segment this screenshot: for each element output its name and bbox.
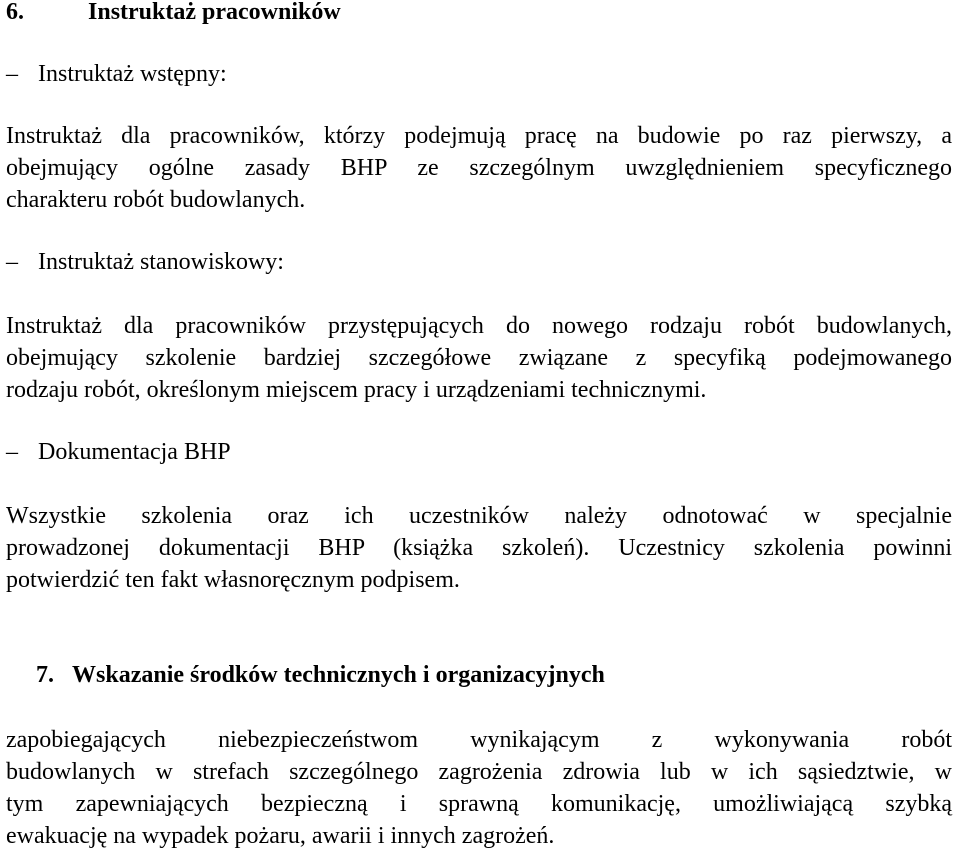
section-6-title: Instruktaż pracowników xyxy=(88,0,341,25)
paragraph-line: potwierdzić ten fakt własnoręcznym podpisem. xyxy=(6,567,460,593)
paragraph-line: budowlanych w strefach szczególnego zagrożenia zdrowia lub w ich sąsiedztwie, w xyxy=(6,759,952,785)
section-7-title: Wskazanie środków technicznych i organizacyjnych xyxy=(72,662,605,688)
paragraph-section-7 xyxy=(6,724,952,852)
section-7-heading xyxy=(36,659,605,691)
paragraph-line: obejmujący ogólne zasady BHP ze szczególnym uwzględnieniem specyficznego xyxy=(6,155,952,181)
bullet-label: Dokumentacja BHP xyxy=(38,439,231,465)
paragraph-instruktaz-wstepny xyxy=(6,120,952,216)
paragraph-line: rodzaju robót, określonym miejscem pracy i urządzeniami technicznymi. xyxy=(6,377,707,403)
paragraph-line: Instruktaż dla pracowników, którzy podejmują pracę na budowie po raz pierwszy, a xyxy=(6,123,952,149)
bullet-label: Instruktaż stanowiskowy: xyxy=(38,249,284,275)
paragraph-line: charakteru robót budowlanych. xyxy=(6,187,306,213)
paragraph-line: zapobiegających niebezpieczeństwom wynikającym z wykonywania robót xyxy=(6,727,952,753)
paragraph-line: ewakuację na wypadek pożaru, awarii i innych zagrożeń. xyxy=(6,823,555,849)
paragraph-line: Wszystkie szkolenia oraz ich uczestników należy odnotować w specjalnie xyxy=(6,503,952,529)
dash-marker: – xyxy=(6,439,18,465)
paragraph-line: obejmujący szkolenie bardziej szczegółowe związane z specyfiką podejmowanego xyxy=(6,345,952,371)
bullet-instruktaz-wstepny xyxy=(6,58,227,90)
paragraph-instruktaz-stanowiskowy xyxy=(6,310,952,406)
paragraph-line: Instruktaż dla pracowników przystępujących do nowego rodzaju robót budowlanych, xyxy=(6,313,952,339)
dash-marker: – xyxy=(6,249,18,275)
section-6-number: 6. xyxy=(6,0,24,25)
section-7-number: 7. xyxy=(36,662,54,688)
paragraph-dokumentacja-bhp xyxy=(6,500,952,596)
section-6-heading xyxy=(6,0,341,28)
paragraph-line: tym zapewniających bezpieczną i sprawną komunikację, umożliwiającą szybką xyxy=(6,791,952,817)
bullet-instruktaz-stanowiskowy xyxy=(6,246,284,278)
bullet-label: Instruktaż wstępny: xyxy=(38,61,227,87)
dash-marker: – xyxy=(6,61,18,87)
paragraph-line: prowadzonej dokumentacji BHP (książka szkoleń). Uczestnicy szkolenia powinni xyxy=(6,535,952,561)
bullet-dokumentacja-bhp xyxy=(6,436,231,468)
